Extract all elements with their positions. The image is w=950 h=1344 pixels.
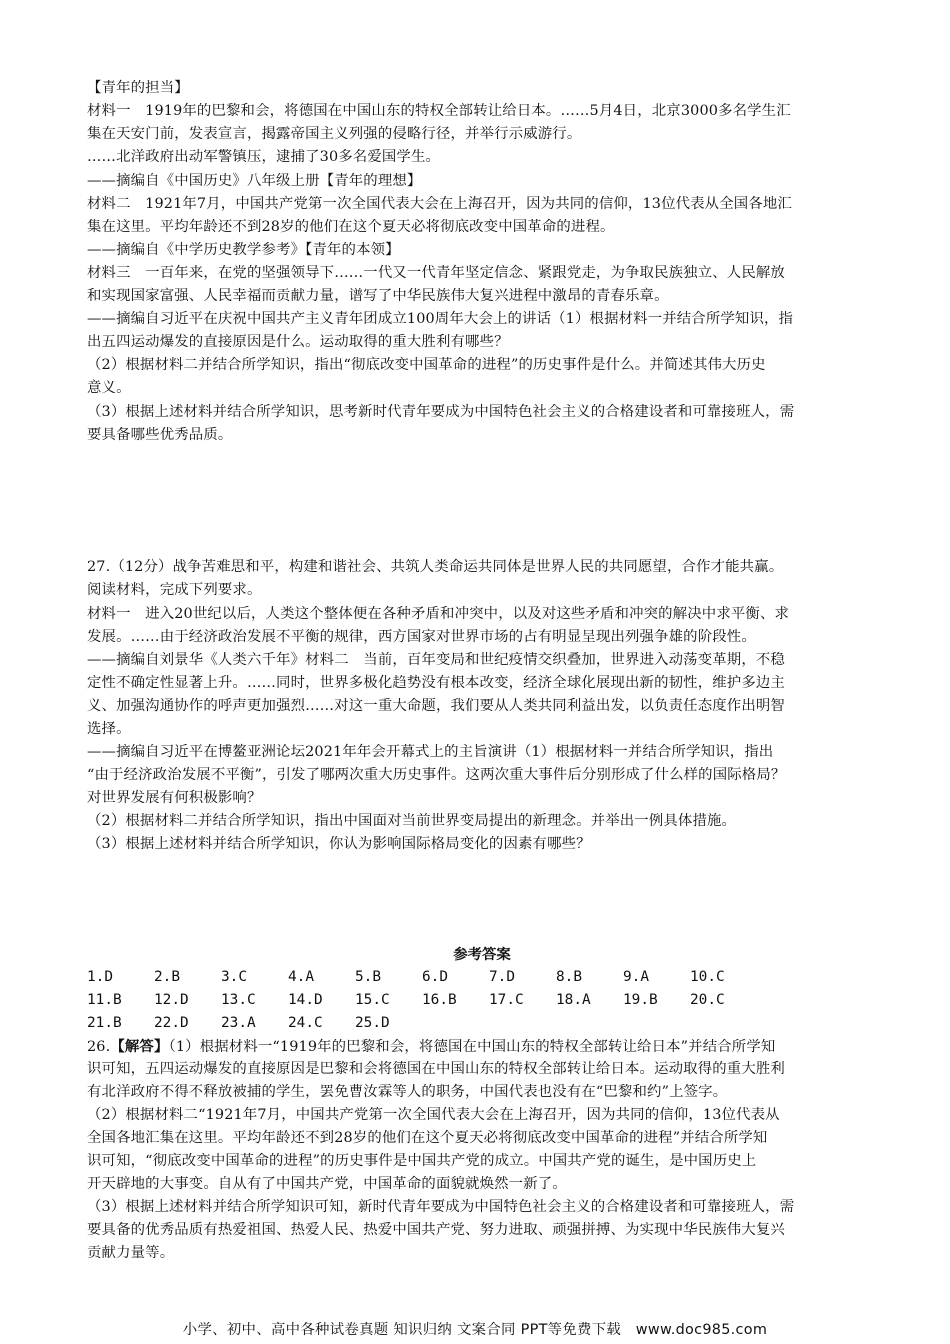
- answer-26-first-line: [87, 1035, 775, 1059]
- text-line: “由于经济政治发展不平衡”，引发了哪两次重大历史事件。这两次重大事件后分别形成了什么样的国际格局？: [87, 767, 786, 783]
- text-line: 定性不确定性显著上升。……同时，世界多极化趋势没有根本改变，经济全球化展现出新的韧性，维护多边主: [87, 675, 785, 691]
- answer-item: 10.C: [690, 969, 725, 985]
- answer-item: 6.D: [422, 969, 448, 985]
- text-line: 贡献力量等。: [87, 1245, 175, 1261]
- text-line: 集在天安门前，发表宣言，揭露帝国主义列强的侵略行径，并举行示威游行。: [87, 126, 582, 142]
- text-line: ——摘编自习近平在庆祝中国共产主义青年团成立100周年大会上的讲话（1）根据材料一并结合所学知识，指: [87, 311, 794, 327]
- text-line: 和实现国家富强、人民幸福而贡献力量，谱写了中华民族伟大复兴进程中激昂的青春乐章。: [87, 288, 669, 304]
- answer-item: 12.D: [154, 992, 189, 1008]
- answer-item: 19.B: [623, 992, 658, 1008]
- text-line: 出五四运动爆发的直接原因是什么。运动取得的重大胜利有哪些？: [87, 334, 509, 350]
- text-line: 选择。: [87, 721, 131, 737]
- answer-item: 17.C: [489, 992, 524, 1008]
- answer-item: 3.C: [221, 969, 247, 985]
- answer-26-label: 【解答】: [110, 1038, 169, 1055]
- answer-item: 22.D: [154, 1015, 189, 1031]
- text-line: 发展。……由于经济政治发展不平衡的规律，西方国家对世界市场的占有明显呈现出列强争雄的阶段性。: [87, 629, 756, 645]
- text-line: 识可知，五四运动爆发的直接原因是巴黎和会将德国在中国山东的特权全部转让给日本。运动取得的重大胜利: [87, 1061, 785, 1077]
- text-line: ——摘编自《中学历史教学参考》【青年的本领】: [87, 242, 400, 258]
- question-27-heading: 27.（12分）战争苦难思和平，构建和谐社会、共筑人类命运共同体是世界人民的共同愿望，合作才能共赢。: [87, 559, 784, 575]
- text-line: 材料一 1919年的巴黎和会，将德国在中国山东的特权全部转让给日本。……5月4日，北京3000多名学生汇: [87, 103, 791, 119]
- text-line: 意义。: [87, 380, 131, 396]
- answers-title: 参考答案: [453, 946, 511, 963]
- answer-item: 15.C: [355, 992, 390, 1008]
- answer-item: 20.C: [690, 992, 725, 1008]
- answer-item: 23.A: [221, 1015, 256, 1031]
- text-line: 有北洋政府不得不释放被捕的学生，罢免曹汝霖等人的职务，中国代表也没有在“巴黎和约”上签字。: [87, 1084, 728, 1100]
- text-line: 对世界发展有何积极影响？: [87, 790, 262, 806]
- text-line: ——摘编自刘景华《人类六千年》材料二 当前，百年变局和世纪疫情交织叠加，世界进入动荡变革期，不稳: [87, 652, 785, 668]
- text-line: （2）根据材料二“1921年7月，中国共产党第一次全国代表大会在上海召开，因为共同的信仰，13位代表从: [87, 1107, 780, 1123]
- answer-item: 4.A: [288, 969, 314, 985]
- text-line: （3）根据上述材料并结合所学知识可知，新时代青年要成为中国特色社会主义的合格建设者和可靠接班人，需: [87, 1199, 795, 1215]
- answer-item: 8.B: [556, 969, 582, 985]
- text-line: 开天辟地的大事变。自从有了中国共产党，中国革命的面貌就焕然一新了。: [87, 1176, 567, 1192]
- text-line: ——摘编自习近平在博鳌亚洲论坛2021年年会开幕式上的主旨演讲（1）根据材料一并结合所学知识，指出: [87, 744, 774, 760]
- text-line: （2）根据材料二并结合所学知识，指出“彻底改变中国革命的进程”的历史事件是什么。并简述其伟大历史: [87, 357, 766, 373]
- answer-item: 5.B: [355, 969, 381, 985]
- answer-item: 2.B: [154, 969, 180, 985]
- text-line: 材料三 一百年来，在党的坚强领导下……一代又一代青年坚定信念、紧跟党走，为争取民族独立、人民解放: [87, 265, 785, 281]
- text-line: 集在这里。平均年龄还不到28岁的他们在这个夏天必将彻底改变中国革命的进程。: [87, 219, 615, 235]
- text-line: ——摘编自《中国历史》八年级上册【青年的理想】: [87, 173, 422, 189]
- answer-item: 16.B: [422, 992, 457, 1008]
- text-line: ……北洋政府出动军警镇压，逮捕了30多名爱国学生。: [87, 149, 441, 165]
- text-line: 要具备哪些优秀品质。: [87, 427, 233, 443]
- answer-item: 18.A: [556, 992, 591, 1008]
- text-line: 材料二 1921年7月，中国共产党第一次全国代表大会在上海召开，因为共同的信仰，13位代表从全国各地汇: [87, 196, 792, 212]
- text-line: （3）根据上述材料并结合所学知识，你认为影响国际格局变化的因素有哪些？: [87, 836, 591, 852]
- answer-item: 9.A: [623, 969, 649, 985]
- footer-link[interactable]: 小学、初中、高中各种试卷真题 知识归纳 文案合同 PPT等免费下载 www.doc985.com: [182, 1322, 768, 1338]
- text-line: 材料一 进入20世纪以后，人类这个整体便在各种矛盾和冲突中，以及对这些矛盾和冲突的解决中求平衡、求: [87, 606, 790, 622]
- text-line: 义、加强沟通协作的呼声更加强烈……对这一重大命题，我们要从人类共同利益出发，以负责任态度作出明智: [87, 698, 785, 714]
- text-line: （2）根据材料二并结合所学知识，指出中国面对当前世界变局提出的新理念。并举出一例具体措施。: [87, 813, 737, 829]
- answer-item: 1.D: [87, 969, 113, 985]
- text-line: 要具备的优秀品质有热爱祖国、热爱人民、热爱中国共产党、努力进取、顽强拼搏、为实现中华民族伟大复兴: [87, 1222, 785, 1238]
- answer-item: 11.B: [87, 992, 122, 1008]
- answer-26-text: （1）根据材料一“1919年的巴黎和会，将德国在中国山东的特权全部转让给日本”并结合所学知: [168, 1039, 776, 1055]
- answer-item: 21.B: [87, 1015, 122, 1031]
- text-line: 阅读材料，完成下列要求。: [87, 582, 262, 598]
- answer-item: 14.D: [288, 992, 323, 1008]
- section-title: 【青年的担当】: [87, 80, 189, 96]
- answer-item: 13.C: [221, 992, 256, 1008]
- text-line: （3）根据上述材料并结合所学知识，思考新时代青年要成为中国特色社会主义的合格建设者和可靠接班人，需: [87, 404, 795, 420]
- answer-item: 25.D: [355, 1015, 390, 1031]
- text-line: 全国各地汇集在这里。平均年龄还不到28岁的他们在这个夏天必将彻底改变中国革命的进程”并结合所学知: [87, 1130, 768, 1146]
- answer-26-number: 26.: [87, 1039, 111, 1055]
- answer-item: 7.D: [489, 969, 515, 985]
- text-line: 识可知，“彻底改变中国革命的进程”的历史事件是中国共产党的成立。中国共产党的诞生，是中国历史上: [87, 1153, 757, 1169]
- answer-item: 24.C: [288, 1015, 323, 1031]
